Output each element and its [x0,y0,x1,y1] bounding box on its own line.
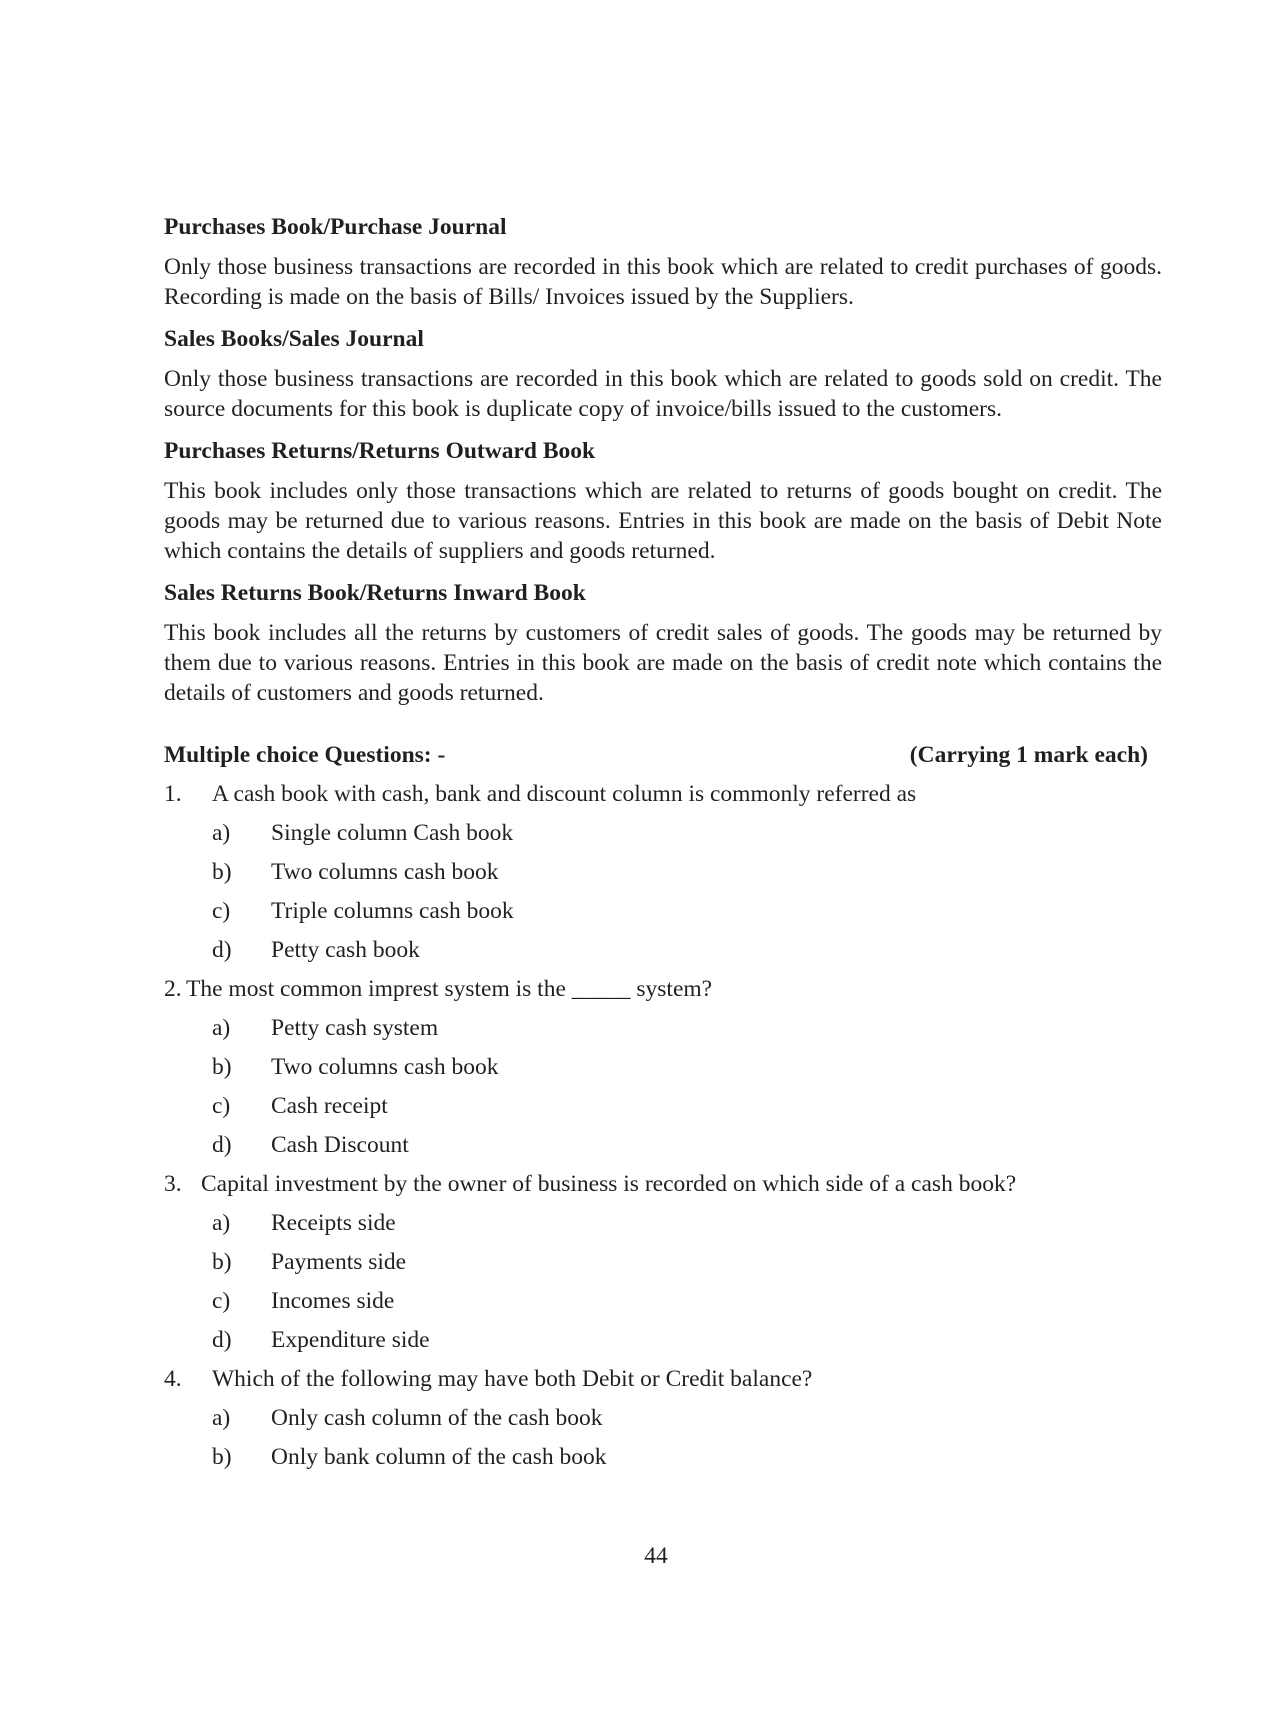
question-2 [164,974,1162,1160]
question-stem [164,974,1162,1004]
question-text: A cash book with cash, bank and discount column is commonly referred as [212,781,917,807]
section-sales-book [164,324,1162,424]
option [212,1091,1162,1121]
option [212,1403,1162,1433]
option [212,857,1162,887]
question-stem [164,779,1162,809]
option-text: Two columns cash book [271,1054,499,1080]
section-purchases-book [164,212,1162,312]
option-letter: d) [212,937,232,963]
section-purchases-returns-book [164,436,1162,566]
option [212,1247,1162,1277]
question-stem [164,1364,1162,1394]
option-text: Only cash column of the cash book [271,1405,603,1431]
question-text: The most common imprest system is the _____ system? [186,976,713,1002]
section-heading: Sales Books/Sales Journal [164,326,424,352]
option-letter: a) [212,1015,231,1041]
option [212,1130,1162,1160]
section-heading: Purchases Book/Purchase Journal [164,214,507,240]
option-letter: b) [212,859,232,885]
mcq-marks: (Carrying 1 mark each) [909,742,1148,768]
option-letter: c) [212,1093,231,1119]
option [212,896,1162,926]
option-text: Petty cash system [271,1015,439,1041]
section-body: Only those business transactions are recorded in this book which are related to goods sold on credit. The source documents for this book is duplicate copy of invoice/bills issued to the customers. [164,366,1162,422]
option-text: Receipts side [271,1210,396,1236]
option-text: Two columns cash book [271,859,499,885]
page-number: 44 [644,1543,668,1569]
option [212,1442,1162,1472]
question-number: 3. [164,1171,182,1197]
option-letter: d) [212,1132,232,1158]
mcq-title: Multiple choice Questions: - [164,742,446,768]
option-letter: b) [212,1249,232,1275]
question-text: Capital investment by the owner of business is recorded on which side of a cash book? [201,1171,1017,1197]
section-body: Only those business transactions are recorded in this book which are related to credit purchases of goods. Recording is made on the basis of Bills/ Invoices issued by the Suppliers. [164,254,1162,310]
option-text: Expenditure side [271,1327,430,1353]
option [212,1013,1162,1043]
section-heading: Sales Returns Book/Returns Inward Book [164,580,586,606]
option [212,818,1162,848]
section-body: This book includes all the returns by customers of credit sales of goods. The goods may be returned by them due to various reasons. Entries in this book are made on the basis of credit note which contains the details of customers and goods returned. [164,620,1162,706]
option-letter: a) [212,1405,231,1431]
option-text: Single column Cash book [271,820,514,846]
question-number: 1. [164,781,182,807]
option-letter: a) [212,820,231,846]
option-letter: d) [212,1327,232,1353]
option [212,935,1162,965]
option-text: Cash receipt [271,1093,388,1119]
section-heading: Purchases Returns/Returns Outward Book [164,438,596,464]
option [212,1208,1162,1238]
option-letter: b) [212,1444,232,1470]
question-1 [164,779,1162,965]
option-letter: b) [212,1054,232,1080]
question-number: 2. [164,976,182,1002]
question-3 [164,1169,1162,1355]
option-text: Incomes side [271,1288,395,1314]
option [212,1052,1162,1082]
option [212,1325,1162,1355]
question-text: Which of the following may have both Debit or Credit balance? [212,1366,813,1392]
option-text: Petty cash book [271,937,420,963]
option-letter: c) [212,1288,231,1314]
option-letter: c) [212,898,231,924]
section-sales-returns-book [164,578,1162,708]
option-text: Cash Discount [271,1132,409,1158]
option-text: Only bank column of the cash book [271,1444,607,1470]
option-text: Payments side [271,1249,407,1275]
option-text: Triple columns cash book [271,898,514,924]
option [212,1286,1162,1316]
page-content [164,212,1162,1481]
question-4 [164,1364,1162,1472]
option-letter: a) [212,1210,231,1236]
section-body: This book includes only those transactions which are related to returns of goods bought on credit. The goods may be returned due to various reasons. Entries in this book are made on the basis of Debit Note which contains the details of suppliers and goods returned. [164,478,1162,564]
question-number: 4. [164,1366,182,1392]
mcq-header [164,740,1162,770]
question-stem [164,1169,1162,1199]
